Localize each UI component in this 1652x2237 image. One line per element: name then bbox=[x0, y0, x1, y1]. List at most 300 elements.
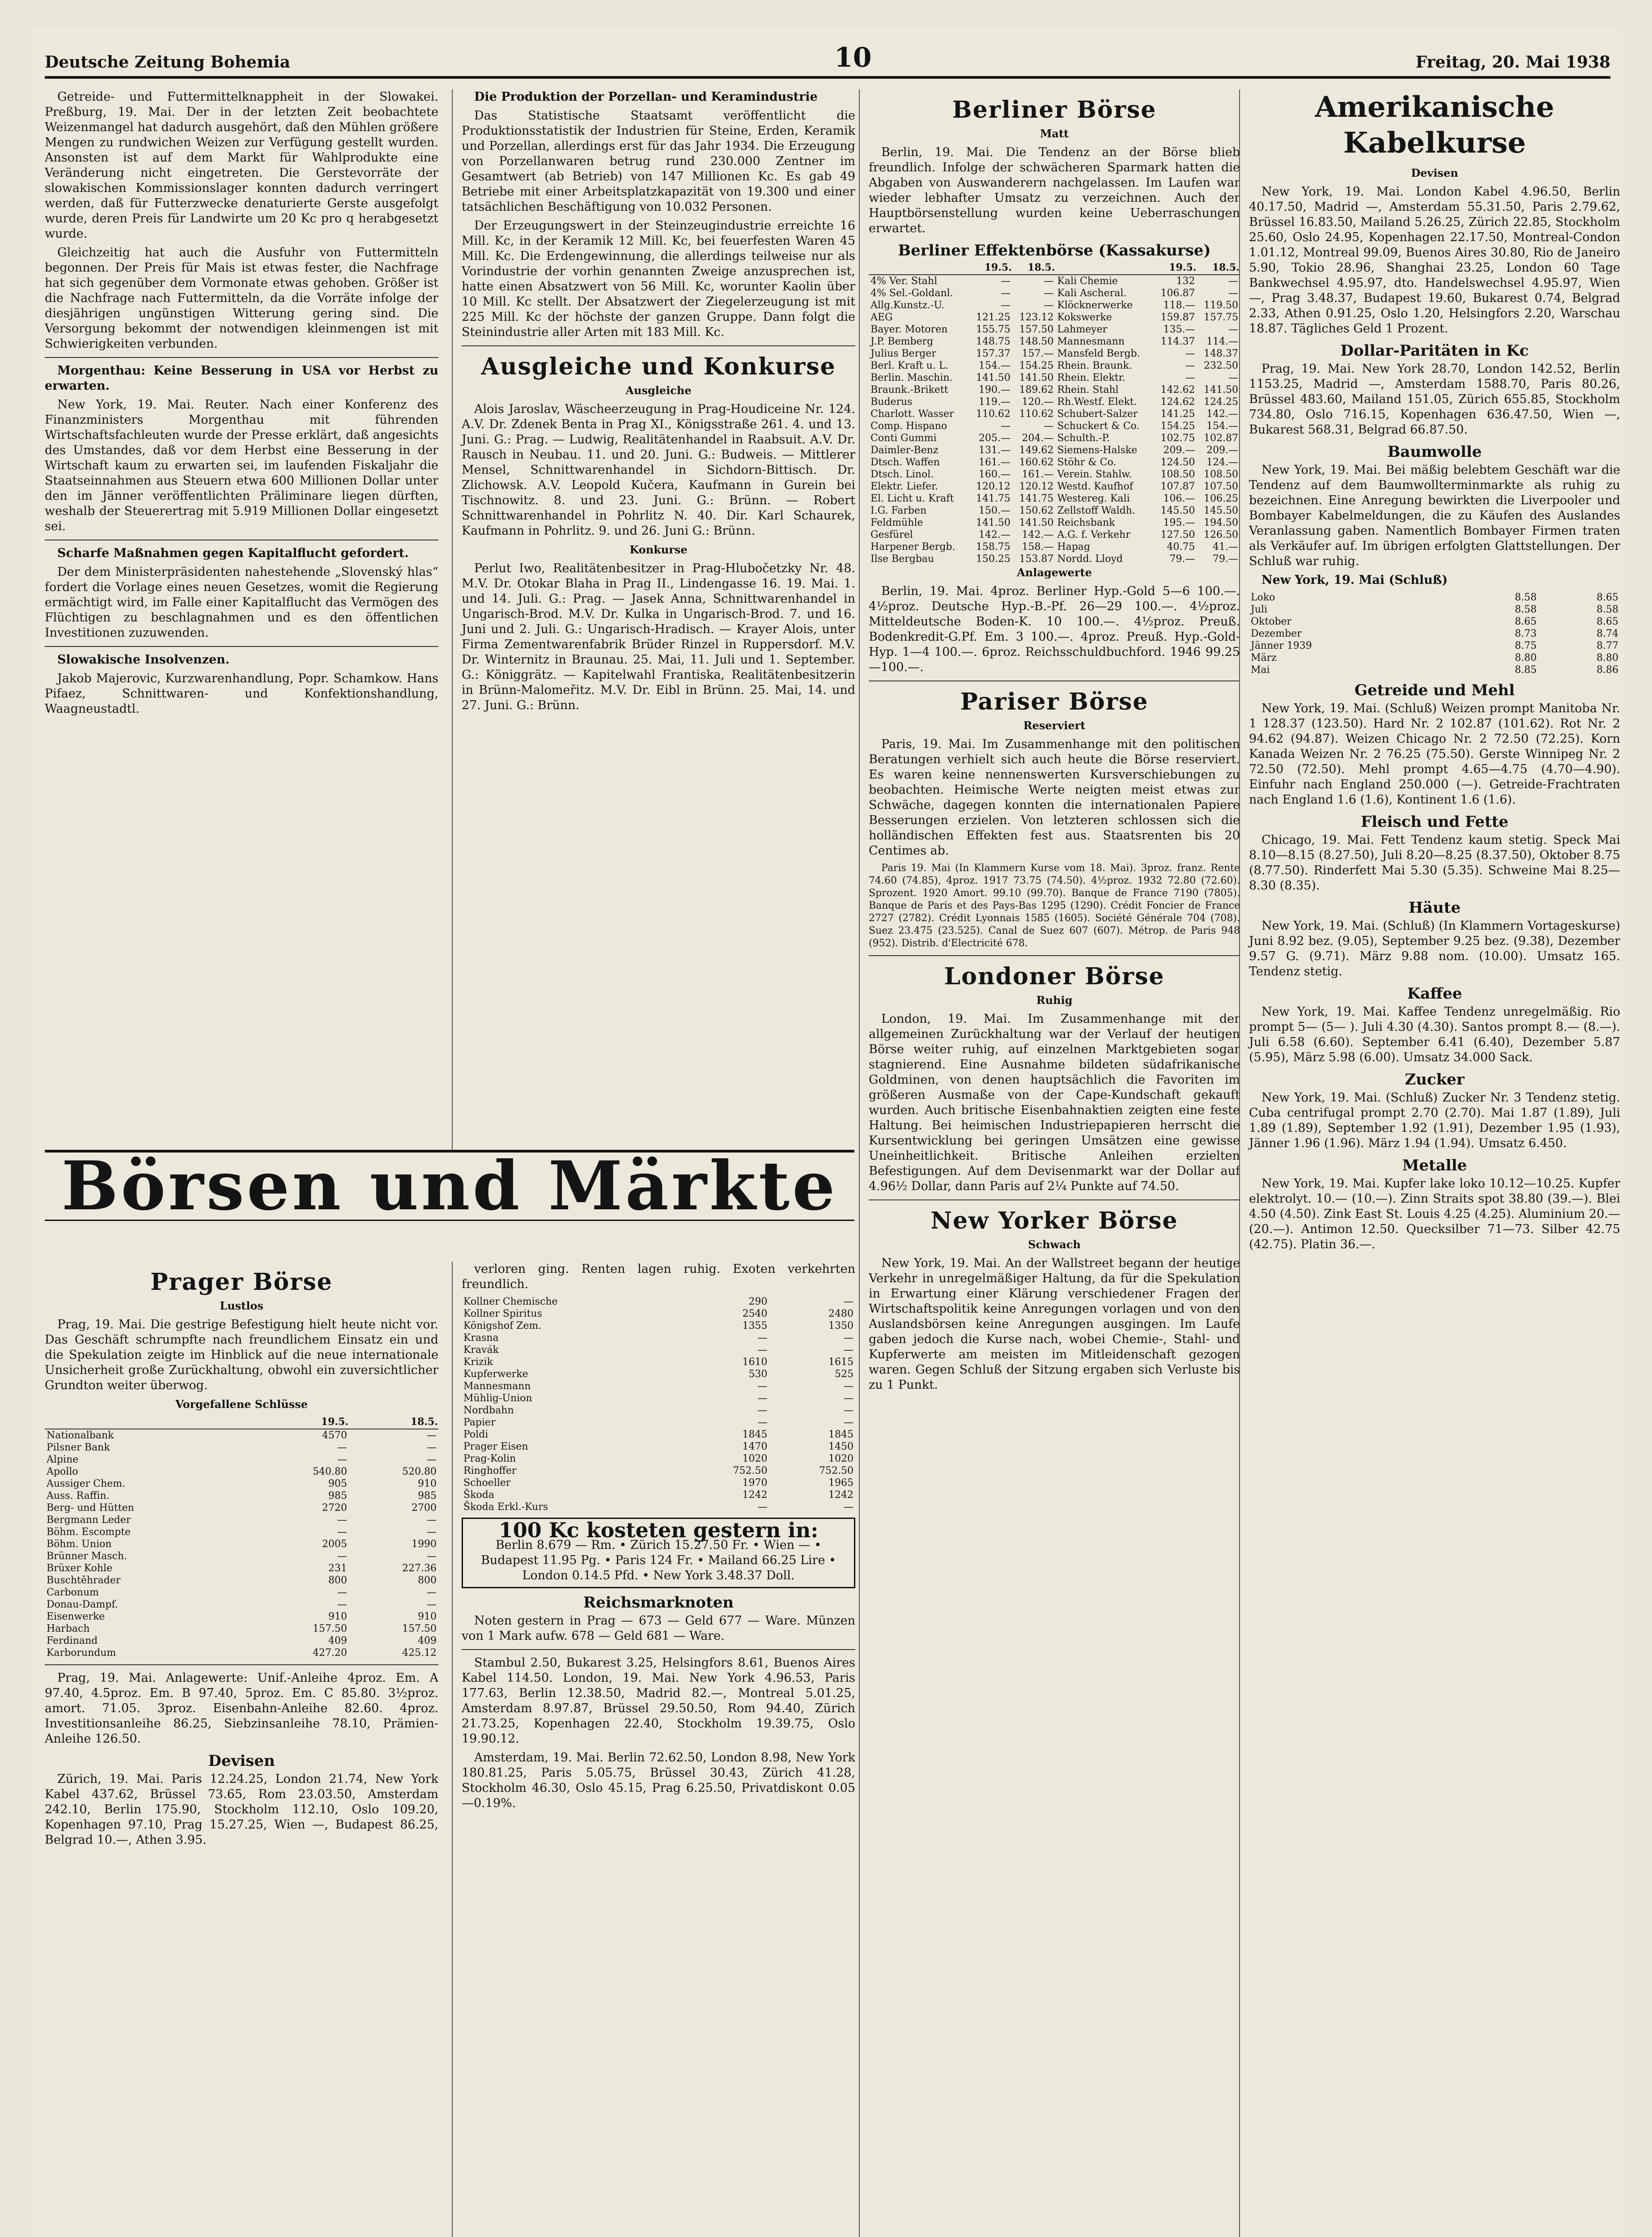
page-number: 10 bbox=[834, 42, 872, 73]
quote-name: Stöhr & Co. bbox=[1057, 457, 1117, 468]
quote-name: Nordd. Lloyd bbox=[1057, 553, 1123, 565]
table-row bbox=[462, 1392, 855, 1404]
quote-value: 160.— bbox=[978, 469, 1011, 480]
newspaper-page bbox=[31, 27, 1624, 2237]
quote-name: Harbach bbox=[47, 1623, 90, 1634]
quote-value: — bbox=[427, 1587, 437, 1598]
quote-value: 132 bbox=[1176, 276, 1195, 287]
quote-name: J.P. Bemberg bbox=[871, 336, 934, 347]
quote-value: 1020 bbox=[742, 1453, 768, 1464]
quote-name: Škoda Erkl.-Kurs bbox=[463, 1501, 548, 1513]
col-name-2 bbox=[1055, 261, 1154, 275]
quote-value: 985 bbox=[418, 1490, 437, 1501]
table-row bbox=[869, 372, 1240, 384]
quote-value: — bbox=[1000, 288, 1011, 299]
quote-value: 8.58 bbox=[1597, 604, 1618, 615]
quote-value: 227.36 bbox=[402, 1563, 437, 1574]
table-row bbox=[45, 1647, 438, 1659]
quote-value: 985 bbox=[328, 1490, 347, 1501]
article-ausgleiche: Alois Jaroslav, Wäscheerzeugung in Prag-Houdiceine Nr. 124. A.V. Dr. Zdenek Benta in Prag XI., Königsstraße 261. 4. und 13. Juni. G.: Prag. — Ludwig, Realitätenhandel in Raabsuit. A.V. Dr. Rausch in Neubau. 11. und 20. Juni. G.: Budweis. — Mittlerer Mensel, Schnittwarenhandel in Sichdorn-Bittisch. Dr. Zlichowsk. A.V. Leopold Kučera, Kaufmann in Gurein bei Tischnowitz. 8. und 23. Juni. G.: Brünn. — Robert Schnittwarenhandel in Pohrlitz N. 40. Dir. Karl Schaurek, Kaufmann in Pohrlitz. 9. und 26. Juni G.: Brünn. bbox=[462, 402, 855, 538]
quote-value: — bbox=[1228, 324, 1238, 335]
quote-value: 141.75 bbox=[1019, 493, 1054, 504]
quote-name: Dtsch. Linol. bbox=[871, 469, 934, 480]
quote-value: 141.50 bbox=[1019, 372, 1054, 383]
table-row bbox=[869, 468, 1240, 481]
headline-fleisch: Fleisch und Fette bbox=[1360, 813, 1508, 831]
table-row bbox=[869, 432, 1240, 444]
quote-value: 106.87 bbox=[1160, 288, 1195, 299]
quote-value: 158.75 bbox=[976, 541, 1011, 553]
prager-boerse-section bbox=[45, 1262, 438, 2237]
quote-name: Mai bbox=[1251, 664, 1270, 676]
quote-value: 145.50 bbox=[1160, 505, 1195, 516]
quote-name: Berlin. Maschin. bbox=[871, 372, 953, 383]
quote-name: Prag-Kolin bbox=[463, 1453, 516, 1464]
table-row bbox=[869, 275, 1240, 287]
quote-value: 8.58 bbox=[1515, 604, 1537, 615]
table-row bbox=[869, 553, 1240, 565]
quote-value: 425.12 bbox=[402, 1647, 437, 1659]
article-devisen-amsterdam: Amsterdam, 19. Mai. Berlin 72.62.50, London 8.98, New York 180.81.25, Paris 5.05.75, Brüssel 30.43, Zürich 41.28, Stockholm 46.30, Oslo 45.15, Prag 6.25.50, Privatdiskont 0.05—0.19%. bbox=[462, 1751, 855, 1810]
quote-value: 525 bbox=[835, 1369, 854, 1380]
subhead-matt: Matt bbox=[1040, 127, 1069, 140]
quote-value: 2480 bbox=[828, 1308, 854, 1319]
prag-quotes-table bbox=[45, 1416, 438, 1659]
quote-value: 120.12 bbox=[976, 481, 1011, 492]
quote-value: 120.— bbox=[1022, 396, 1054, 408]
headline-ausgleiche: Ausgleiche und Konkurse bbox=[481, 353, 836, 380]
quote-value: 150.62 bbox=[1019, 505, 1054, 516]
article-devisen-london: Stambul 2.50, Bukarest 3.25, Helsingfors 8.61, Buenos Aires Kabel 114.50. London, 19. Mai. New York 4.96.53, Paris 177.63, Berlin 12.38.50, Madrid 82.—, Montreal 5.01.25, Amsterdam 8.97.87, Brüssel 29.50.50, Rom 94.40, Zürich 21.73.25, Kopenhagen 22.40, Stockholm 19.39.75, Oslo 19.90.12. bbox=[462, 1656, 855, 1746]
table-row bbox=[462, 1404, 855, 1416]
quote-value: 290 bbox=[748, 1296, 768, 1307]
quote-value: 205.— bbox=[978, 433, 1011, 444]
cotton-quotes-table bbox=[1249, 591, 1620, 676]
quote-value: 1450 bbox=[828, 1441, 854, 1452]
quote-value: 157.37 bbox=[976, 348, 1011, 359]
quote-name: Kollner Spiritus bbox=[463, 1308, 542, 1319]
subhead-anlagewerte: Anlagewerte bbox=[1017, 566, 1092, 579]
quote-name: Allg.Kunstz.-U. bbox=[871, 300, 944, 311]
table-row bbox=[45, 1574, 438, 1586]
article-baumwolle: New York, 19. Mai. Bei mäßig belebtem Geschäft war die Tendenz auf dem Baumwollterminmarkte als ruhig zu bezeichnen. Eine Anregung bewirkten die Liverpooler und Bombayer Kabelmeldungen, die zu Käufen des Auslandes Veranlassung gaben. Namentlich Bombayer Firmen traten als Verkäufer auf. Im übrigen erfolgten Glattstellungen. Der Schluß war ruhig. bbox=[1249, 463, 1620, 568]
quote-name: Papier bbox=[463, 1417, 496, 1428]
quote-name: Ringhoffer bbox=[463, 1465, 517, 1476]
quote-value: 1355 bbox=[742, 1320, 768, 1331]
quote-name: Mansfeld Bergb. bbox=[1057, 348, 1140, 359]
quote-name: 4% Ver. Stahl bbox=[871, 276, 938, 287]
quote-value: 124.— bbox=[1206, 457, 1238, 468]
table-row bbox=[869, 396, 1240, 408]
table-row bbox=[45, 1623, 438, 1635]
headline-kaffee: Kaffee bbox=[1407, 985, 1462, 1003]
quote-name: Elektr. Liefer. bbox=[871, 481, 939, 492]
table-row bbox=[45, 1635, 438, 1647]
quote-name: Auss. Raffin. bbox=[47, 1490, 110, 1501]
headline-porzellan: Die Produktion der Porzellan- und Keramindustrie bbox=[474, 90, 818, 104]
subhead-konkurse: Konkurse bbox=[629, 543, 688, 556]
quote-name: Klöcknerwerke bbox=[1057, 300, 1133, 311]
quote-name: Karborundum bbox=[47, 1647, 116, 1659]
quote-name: Ferdinand bbox=[47, 1635, 98, 1646]
article-prager-cont: verloren ging. Renten lagen ruhig. Exoten verkehrten freundlich. bbox=[462, 1262, 855, 1291]
quote-name: Jänner 1939 bbox=[1251, 640, 1312, 651]
quote-value: 123.12 bbox=[1019, 312, 1054, 323]
quote-value: 124.50 bbox=[1160, 457, 1195, 468]
quote-value: 190.— bbox=[978, 384, 1011, 396]
quote-value: 8.74 bbox=[1597, 628, 1618, 639]
headline-haeute: Häute bbox=[1408, 899, 1461, 917]
quote-value: 150.25 bbox=[976, 553, 1011, 565]
quote-value: 102.87 bbox=[1204, 433, 1238, 444]
table-row bbox=[45, 1526, 438, 1538]
quote-name: Krizik bbox=[463, 1357, 493, 1368]
headline-londoner-boerse: Londoner Börse bbox=[944, 963, 1165, 990]
article-anlagewerte: Prag, 19. Mai. Anlagewerte: Unif.-Anleihe 4proz. Em. A 97.40, 4.5proz. Em. B 97.40, 5proz. Em. C 85.80. 3½proz. amort. 71.05. 3proz. Eisenbahn-Anleihe 82.60. 4proz. Investitionsanleihe 86.25, Siebzinsanleihe 78.10, Prämien-Anleihe 126.50. bbox=[45, 1671, 438, 1746]
quote-name: Škoda bbox=[463, 1489, 494, 1501]
quote-name: 4% Sel.-Goldanl. bbox=[871, 288, 953, 299]
quote-value: 195.— bbox=[1163, 517, 1195, 528]
quote-value: — bbox=[427, 1599, 437, 1610]
quote-value: 160.62 bbox=[1019, 457, 1054, 468]
quote-value: — bbox=[844, 1393, 854, 1404]
subhead-devisen: Devisen bbox=[1411, 166, 1458, 179]
quote-value: 102.75 bbox=[1160, 433, 1195, 444]
table-row bbox=[45, 1502, 438, 1514]
quote-value: 148.37 bbox=[1204, 348, 1238, 359]
col-date-1: 19.5. bbox=[969, 261, 1012, 275]
quote-name: Nationalbank bbox=[47, 1430, 114, 1441]
quote-name: Königshof Zem. bbox=[463, 1320, 542, 1331]
quote-value: 752.50 bbox=[733, 1465, 768, 1476]
table-row bbox=[462, 1489, 855, 1501]
quote-value: 106.— bbox=[1163, 493, 1195, 504]
col-date-4: 18.5. bbox=[1197, 261, 1240, 275]
quote-value: 4570 bbox=[322, 1430, 347, 1441]
quote-value: — bbox=[844, 1344, 854, 1356]
terminkurse-label: New York, 19. Mai (Schluß) bbox=[1261, 573, 1448, 587]
quote-value: — bbox=[427, 1551, 437, 1562]
quote-value: — bbox=[337, 1527, 347, 1538]
quote-name: Mannesmann bbox=[463, 1381, 531, 1392]
headline-morgenthau: Morgenthau: Keine Besserung in USA vor Herbst zu erwarten. bbox=[45, 364, 438, 393]
quote-value: — bbox=[757, 1405, 768, 1416]
quote-value: — bbox=[1000, 276, 1011, 287]
divider bbox=[45, 646, 438, 647]
headline-devisen: Devisen bbox=[208, 1752, 275, 1770]
table-row bbox=[462, 1465, 855, 1477]
quote-name: Juli bbox=[1251, 604, 1268, 615]
quote-value: 231 bbox=[328, 1563, 347, 1574]
headline-kapitalflucht: Scharfe Maßnahmen gegen Kapitalflucht gefordert. bbox=[57, 546, 409, 560]
quote-value: 158.— bbox=[1022, 541, 1054, 553]
quote-value: 41.— bbox=[1213, 541, 1238, 553]
article-haeute: New York, 19. Mai. (Schluß) (In Klammern Vortageskurse) Juni 8.92 bez. (9.05), September 9.25 bez. (9.38), Dezember 9.57 G. (9.71). März 9.88 nom. (10.00). Umsatz 165. Tendenz stetig. bbox=[1249, 919, 1620, 978]
quote-value: 107.50 bbox=[1204, 481, 1238, 492]
quote-value: 124.62 bbox=[1160, 396, 1195, 408]
subhead-ausgleiche: Ausgleiche bbox=[625, 384, 692, 397]
quote-value: 8.80 bbox=[1597, 652, 1618, 663]
quote-name: Prager Eisen bbox=[463, 1441, 528, 1452]
quote-name: Nordbahn bbox=[463, 1405, 514, 1416]
table-row bbox=[45, 1538, 438, 1550]
table-row bbox=[45, 1442, 438, 1454]
table-row bbox=[869, 311, 1240, 323]
quote-name: Gesfürel bbox=[871, 529, 913, 540]
article-insolvenzen: Jakob Majerovic, Kurzwarenhandlung, Popr. Schamkow. Hans Pifaez, Schnittwaren- und Konfektionshandlung, Waagneustadtl. bbox=[45, 672, 438, 716]
quote-value: 110.62 bbox=[1019, 408, 1054, 420]
quote-value: — bbox=[844, 1332, 854, 1344]
quote-name: Comp. Hispano bbox=[871, 421, 947, 432]
quote-value: 142.— bbox=[1206, 408, 1238, 420]
col-date-2: 18.5. bbox=[349, 1416, 438, 1429]
quote-name: Rhein. Stahl bbox=[1057, 384, 1119, 396]
article-getreide: Getreide- und Futtermittelknappheit in der Slowakei. Preßburg, 19. Mai. Der in der letzten Zeit beobachtete Weizenmangel hat dadurch ausgehört, daß den Mühlen größere Mengen zu rundwichen Weizen zur Verfügung gestellt wurden. Ansonsten ist auf dem Markt für Wahlprodukte eine Veränderung nicht eingetreten. Die Gerstevorräte der slowakischen Kommissionslager konnten dadurch verringert werden, daß für Futterzwecke denaturierte Gerste ausgefolgt wurde, deren Preis für Landwirte um 20 Kc pro q herabgesetzt wurde. bbox=[45, 90, 438, 241]
article-londoner-boerse: London, 19. Mai. Im Zusammenhange mit der allgemeinen Zurückhaltung war der Verlauf der heutigen Börse weiter ruhig, auf einzelnen Marktgebieten sogar stagnierend. Eine Ausnahme bildeten südafrikanische Goldminen, von denen hauptsächlich die Favoriten im größeren Ausmaße von der Cape-Kundschaft gekauft wurden. Auch britische Eisenbahnaktien zeigten eine feste Haltung. Bei heimischen Industriepapieren herrscht die Kursentwicklung bei geringen Umsätzen eine gewisse Uneinheitlichkeit. Britische Anleihen erzielten Befestigungen. Auf dem Devisenmarkt war der Dollar auf 4.96½ Dollar, dann Paris auf 2¼ Punkte auf 74.50. bbox=[869, 1012, 1240, 1193]
table-row bbox=[45, 1611, 438, 1623]
quote-value: — bbox=[1185, 348, 1195, 359]
table-row bbox=[45, 1599, 438, 1611]
quote-name: Pilsner Bank bbox=[47, 1442, 110, 1453]
subhead-reserviert: Reserviert bbox=[1023, 719, 1086, 732]
quote-name: Julius Berger bbox=[871, 348, 936, 359]
quote-value: — bbox=[757, 1332, 768, 1344]
quote-value: — bbox=[427, 1442, 437, 1453]
quote-value: 8.65 bbox=[1515, 616, 1537, 627]
quote-value: 189.62 bbox=[1019, 384, 1054, 396]
newspaper-title: Deutsche Zeitung Bohemia bbox=[45, 53, 290, 72]
quote-value: 409 bbox=[328, 1635, 347, 1646]
headline-kabelkurse: Amerikanische Kabelkurse bbox=[1315, 90, 1554, 160]
article-morgenthau: New York, 19. Mai. Reuter. Nach einer Konferenz des Finanzministers Morgenthau mit führenden Wirtschaftsfachleuten wurde der Presse erklärt, daß angesichts des Umstandes, daß vor dem Herbst eine Besserung in der Wirtschaft kaum zu erwarten sei, im laufenden Fiskaljahr die Staatseinnahmen aus Steuern etwa 600 Millionen Dollar unter den im Jänner veröffentlichten Präliminare liegen dürften, weshalb der Steuerertrag mit 5.919 Millionen Dollar eingesetzt sei. bbox=[45, 398, 438, 533]
quote-value: 124.25 bbox=[1204, 396, 1238, 408]
quote-name: Kravák bbox=[463, 1344, 499, 1356]
headline-prager-boerse: Prager Börse bbox=[150, 1268, 333, 1296]
headline-getreide: Getreide und Mehl bbox=[1354, 681, 1515, 699]
quote-name: Braunk.-Brikett bbox=[871, 384, 948, 396]
quote-value: 126.50 bbox=[1204, 529, 1238, 540]
quote-name: Westereg. Kali bbox=[1057, 493, 1130, 504]
quote-name: Alpine bbox=[47, 1454, 79, 1465]
quote-value: 150.— bbox=[978, 505, 1011, 516]
quote-value: — bbox=[337, 1514, 347, 1526]
quote-value: 1845 bbox=[828, 1429, 854, 1440]
table-row bbox=[45, 1514, 438, 1526]
quote-value: 8.65 bbox=[1597, 592, 1618, 603]
quote-value: — bbox=[757, 1393, 768, 1404]
quote-name: Brünner Masch. bbox=[47, 1551, 127, 1562]
quote-value: 157.50 bbox=[312, 1623, 347, 1634]
quote-value: 141.50 bbox=[1019, 517, 1054, 528]
table-row bbox=[869, 384, 1240, 396]
quote-value: 161.— bbox=[978, 457, 1011, 468]
quote-value: — bbox=[757, 1501, 768, 1513]
quote-name: Dezember bbox=[1251, 628, 1302, 639]
table-row bbox=[869, 420, 1240, 432]
quote-value: 114.— bbox=[1206, 336, 1238, 347]
quote-value: 157.— bbox=[1022, 348, 1054, 359]
quote-value: 141.50 bbox=[976, 517, 1011, 528]
quote-value: 520.80 bbox=[402, 1466, 437, 1477]
headline-berliner-boerse: Berliner Börse bbox=[952, 96, 1157, 123]
divider bbox=[45, 1664, 438, 1665]
table-row bbox=[462, 1368, 855, 1380]
headline-effektenboerse: Berliner Effektenbörse (Kassakurse) bbox=[898, 242, 1211, 259]
kc-rates-box bbox=[462, 1518, 855, 1588]
quote-name: Rhein. Braunk. bbox=[1057, 360, 1132, 371]
table-row bbox=[869, 529, 1240, 541]
quote-value: 1615 bbox=[828, 1357, 854, 1368]
quote-value: — bbox=[844, 1296, 854, 1307]
quote-name: Schubert-Salzer bbox=[1057, 408, 1138, 420]
quote-value: 910 bbox=[418, 1478, 437, 1489]
table-row bbox=[45, 1562, 438, 1574]
quote-name: Kupferwerke bbox=[463, 1369, 528, 1380]
quote-value: 118.— bbox=[1163, 300, 1195, 311]
table-row bbox=[869, 481, 1240, 493]
page-header bbox=[45, 36, 1610, 79]
table-row bbox=[462, 1453, 855, 1465]
table-row bbox=[45, 1550, 438, 1562]
quote-value: 1242 bbox=[828, 1489, 854, 1501]
berlin-quotes-table bbox=[869, 261, 1240, 565]
article-anlagewerte-berlin: Berlin, 19. Mai. 4proz. Berliner Hyp.-Gold 5—6 100.—. 4½proz. Deutsche Hyp.-B.-Pf. 26—29 100.—. 4½proz. Mitteldeutsche Boden-K. 10 100.—. 4½proz. Preuß. Bodenkredit-G.Pf. Em. 3 100.—. 4proz. Preuß. Hyp.-Gold-Hyp. 1—4 100.—. 6proz. Reichsschuldbuchford. 1946 99.25—100.—. bbox=[869, 584, 1240, 674]
quote-value: 2720 bbox=[322, 1502, 347, 1514]
quote-value: 800 bbox=[328, 1575, 347, 1586]
table-row bbox=[45, 1478, 438, 1490]
table-row bbox=[462, 1416, 855, 1429]
quote-value: 2700 bbox=[412, 1502, 437, 1514]
table-row bbox=[462, 1308, 855, 1320]
issue-date: Freitag, 20. Mai 1938 bbox=[1415, 53, 1610, 72]
quote-value: 209.— bbox=[1163, 445, 1195, 456]
quote-name: Siemens-Halske bbox=[1057, 445, 1138, 456]
article-reichsmark: Noten gestern in Prag — 673 — Geld 677 — Ware. Münzen von 1 Mark aufw. 678 — Geld 681 — Ware. bbox=[462, 1614, 855, 1643]
table-row bbox=[869, 299, 1240, 311]
quote-value: 752.50 bbox=[819, 1465, 854, 1476]
quote-name: Zellstoff Waldh. bbox=[1057, 505, 1135, 516]
quote-value: — bbox=[1044, 300, 1054, 311]
quote-name: Loko bbox=[1251, 592, 1275, 603]
quote-value: 79.— bbox=[1213, 553, 1238, 565]
quote-value: — bbox=[1228, 288, 1238, 299]
table-row bbox=[869, 360, 1240, 372]
quote-name: Oktober bbox=[1251, 616, 1292, 627]
quote-name: Böhm. Escompte bbox=[47, 1527, 131, 1538]
quote-name: Buderus bbox=[871, 396, 913, 408]
quote-value: 159.87 bbox=[1160, 312, 1195, 323]
divider bbox=[869, 955, 1240, 956]
quote-name: Schulth.-P. bbox=[1057, 433, 1110, 444]
quote-name: März bbox=[1251, 652, 1277, 663]
quote-name: Lahmeyer bbox=[1057, 324, 1108, 335]
quote-value: 120.12 bbox=[1019, 481, 1054, 492]
quote-value: 1845 bbox=[742, 1429, 768, 1440]
quote-name: Poldi bbox=[463, 1429, 488, 1440]
quote-value: 148.50 bbox=[1019, 336, 1054, 347]
quote-value: 1470 bbox=[742, 1441, 768, 1452]
quote-value: 148.75 bbox=[976, 336, 1011, 347]
quote-value: — bbox=[427, 1454, 437, 1465]
article-kabelkurse: New York, 19. Mai. London Kabel 4.96.50, Berlin 40.17.50, Madrid —, Amsterdam 55.31.50, Paris 2.79.62, Brüssel 16.83.50, Mailand 5.26.25, Zürich 22.85, Stockholm 25.60, Oslo 24.95, Kopenhagen 22.17.50, Montreal-Condon 1.01.12, Montreal 99.09, Buenos Aires 30.80, Rio de Janeiro 5.90, Tokio 28.96, Shanghai 23.25, London 60 Tage Bankwechsel 4.95.97, dto. Handelswechsel 4.95.97, Wien —, Prag 3.48.37, Budapest 19.60, Bukarest 0.74, Belgrad 2.33, Athen 0.91.25, Oslo 1.20, Helsingfors 2.20, Warschau 18.87. Tägliches Geld 1 Prozent. bbox=[1249, 185, 1620, 336]
quote-value: 155.75 bbox=[976, 324, 1011, 335]
quote-value: 8.86 bbox=[1597, 664, 1618, 676]
quote-name: Kali Chemie bbox=[1057, 276, 1118, 287]
paris-quotes: Paris 19. Mai (In Klammern Kurse vom 18. Mai). 3proz. franz. Rente 74.60 (74.85), 4proz. 1917 73.75 (74.50). 4½proz. 1932 72.80 (72.60). Sprozent. 1920 Amort. 99.10 (99.70). Banque de France 7190 (7805). Banque de Paris et des Pays-Bas 1295 (1290). Crédit Foncier de France 2727 (2782). Crédit Lyonnais 1585 (1605). Société Générale 704 (708). Suez 23.475 (23.525). Canal de Suez 607 (607). Métrop. de Paris 948 (952). Distrib. d'Electricité 678. bbox=[869, 863, 1240, 949]
headline-new-yorker-boerse: New Yorker Börse bbox=[930, 1207, 1178, 1234]
quote-value: 2540 bbox=[742, 1308, 768, 1319]
table-row bbox=[869, 348, 1240, 360]
subhead-schluesse: Vorgefallene Schlüsse bbox=[175, 1398, 308, 1411]
quote-name: Westd. Kaufhof bbox=[1057, 481, 1133, 492]
article-getreide-2: Gleichzeitig hat auch die Ausfuhr von Futtermitteln begonnen. Der Preis für Mais ist etwas fester, die Nachfrage hat sich gegenüber dem Vormonate etwas gehoben. Größer ist die Nachfrage nach Futtermitteln, da die Vorräte infolge der diesjährigen ungünstigen Witterung gering sind. Die Versorgung bekommt der notwendigen kleinmengen ist mit Schwierigkeiten verbunden. bbox=[45, 246, 438, 351]
col-name bbox=[45, 1416, 259, 1429]
quote-name: Charlott. Wasser bbox=[871, 408, 954, 420]
headline-metalle: Metalle bbox=[1402, 1157, 1467, 1174]
article-new-yorker-boerse: New York, 19. Mai. An der Wallstreet begann der heutige Verkehr in unregelmäßiger Haltung, da für die Spekulation in Erwartung einer Klärung verschiedener Fragen der Wirtschaftspolitik keine Anregungen vorlagen und von den Auslandsbörsen keine Anregungen ausgingen. Im Laufe gaben jedoch die Kurse nach, wobei Chemie-, Stahl- und Kupferwerte am meisten im Mitleidenschaft gezogen waren. Gegen Schluß der Sitzung ergaben sich Verluste bis zu 1 Punkt. bbox=[869, 1256, 1240, 1392]
table-row bbox=[462, 1441, 855, 1453]
quote-value: — bbox=[1000, 421, 1011, 432]
table-row bbox=[462, 1356, 855, 1368]
quote-value: 204.— bbox=[1022, 433, 1054, 444]
quote-value: 1990 bbox=[412, 1539, 437, 1550]
headline-reichsmark: Reichsmarknoten bbox=[583, 1594, 734, 1612]
table-row bbox=[1249, 616, 1620, 628]
quote-value: — bbox=[844, 1417, 854, 1428]
quote-name: AEG bbox=[871, 312, 893, 323]
subhead-schwach: Schwach bbox=[1028, 1238, 1081, 1251]
divider bbox=[462, 1649, 855, 1650]
quote-value: 142.— bbox=[978, 529, 1011, 540]
headline-pariser-boerse: Pariser Börse bbox=[960, 688, 1149, 715]
quote-value: — bbox=[337, 1599, 347, 1610]
section-banner: Börsen und Märkte bbox=[45, 1150, 854, 1221]
col-name bbox=[869, 261, 969, 275]
table-row bbox=[462, 1477, 855, 1489]
quote-name: Eisenwerke bbox=[47, 1611, 105, 1622]
quote-name: Donau-Dampf. bbox=[47, 1599, 118, 1610]
quote-name: Mannesmann bbox=[1057, 336, 1125, 347]
quote-value: 1242 bbox=[742, 1489, 768, 1501]
quote-name: Reichsbank bbox=[1057, 517, 1115, 528]
quote-name: I.G. Farben bbox=[871, 505, 927, 516]
quote-value: 154.25 bbox=[1019, 360, 1054, 371]
table-row bbox=[462, 1332, 855, 1344]
table-row bbox=[45, 1429, 438, 1442]
quote-value: 1350 bbox=[828, 1320, 854, 1331]
quote-value: 910 bbox=[328, 1611, 347, 1622]
quote-value: 8.77 bbox=[1597, 640, 1618, 651]
column-1 bbox=[45, 89, 438, 1150]
quote-name: Apollo bbox=[47, 1466, 78, 1477]
kc-rates-text: Berlin 8.679 — Rm. • Zürich 15.27.50 Fr. • Wien — • Budapest 11.95 Pg. • Paris 124 Fr. • Mailand 66.25 Lire • London 0.14.5 Pfd. • New York 3.48.37 Doll. bbox=[481, 1538, 836, 1582]
table-row bbox=[462, 1429, 855, 1441]
quote-name: Harpener Bergb. bbox=[871, 541, 956, 553]
quote-value: 141.25 bbox=[1160, 408, 1195, 420]
table-row bbox=[869, 493, 1240, 505]
quote-name: Bergmann Leder bbox=[47, 1514, 131, 1526]
quote-value: 1610 bbox=[742, 1357, 768, 1368]
table-row bbox=[869, 456, 1240, 468]
article-porzellan: Das Statistische Staatsamt veröffentlicht die Produktionsstatistik der Industrien für Steine, Erden, Keramik und Porzellan, allerdings erst für das Jahr 1934. Die Erzeugung von Porzellanwaren betrug rund 230.000 Zentner im Gesamtwert (ab Betrieb) von 147 Millionen Kc. Es gab 49 Betriebe mit einer Arbeitsplatzkapazität von 19.300 und einer tatsächlichen Beschäftigung von 10.032 Personen. bbox=[462, 109, 855, 214]
quote-value: 121.25 bbox=[976, 312, 1011, 323]
article-metalle: New York, 19. Mai. Kupfer lake loko 10.12—10.25. Kupfer elektrolyt. 10.— (10.—). Zinn Straits spot 38.80 (39.—). Blei 4.50 (4.50). Zink East St. Louis 4.25 (4.25). Aluminium 20.— (20.—). Antimon 12.50. Quecksilber 71—73. Silber 42.75 (42.75). Platin 36.—. bbox=[1249, 1177, 1620, 1251]
quote-value: 157.75 bbox=[1204, 312, 1238, 323]
quote-value: — bbox=[757, 1381, 768, 1392]
quote-value: 141.75 bbox=[976, 493, 1011, 504]
quote-value: 141.50 bbox=[1204, 384, 1238, 396]
quote-value: 8.58 bbox=[1515, 592, 1537, 603]
